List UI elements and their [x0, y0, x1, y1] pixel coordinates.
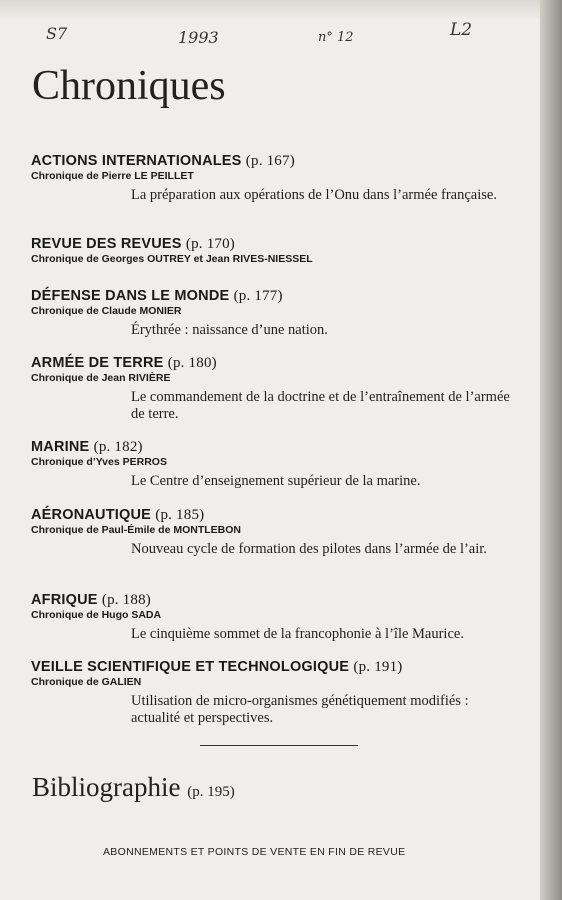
chronicle-author: Chronique de Paul-Émile de MONTLEBON — [31, 524, 242, 536]
chronicle-entry — [31, 235, 531, 266]
chronicle-author: Chronique de Hugo SADA — [31, 609, 162, 621]
chronicle-heading: MARINE (p. 182) — [31, 439, 143, 455]
chronicle-entry — [31, 287, 531, 339]
chronicle-page: (p. 188) — [101, 592, 151, 608]
page-title: Chroniques — [32, 63, 226, 109]
section-divider — [200, 745, 358, 746]
handwritten-code: L2 — [450, 20, 473, 40]
chronicle-description: Le cinquième sommet de la francophonie à l’île Maurice. — [131, 626, 464, 642]
chronicle-description: Le commandement de la doctrine et de l’entraînement de l’armée de terre. — [131, 389, 510, 422]
chronicle-description: Le Centre d’enseignement supérieur de la marine. — [131, 473, 421, 489]
chronicle-page: (p. 182) — [93, 439, 143, 455]
chronicle-author: Chronique de Pierre LE PEILLET — [31, 170, 194, 182]
chronicle-page: (p. 167) — [245, 153, 295, 169]
chronicle-author: Chronique d’Yves PERROS — [31, 456, 167, 468]
chronicle-description: La préparation aux opérations de l’Onu dans l’armée française. — [131, 187, 497, 203]
chronicle-entry — [31, 506, 531, 558]
subscription-footer: ABONNEMENTS ET POINTS DE VENTE EN FIN DE REVUE — [103, 846, 406, 858]
chronicle-page: (p. 170) — [185, 236, 235, 252]
chronicle-page: (p. 177) — [233, 288, 283, 304]
bibliography-page: (p. 195) — [187, 784, 235, 800]
chronicle-page: (p. 191) — [353, 659, 403, 675]
chronicle-author: Chronique de GALIEN — [31, 676, 142, 688]
scan-right-edge — [540, 0, 562, 900]
chronicle-entry — [31, 438, 531, 490]
chronicle-heading: AFRIQUE (p. 188) — [31, 592, 151, 608]
chronicle-description: Nouveau cycle de formation des pilotes dans l’armée de l’air. — [131, 541, 487, 557]
chronicle-heading: VEILLE SCIENTIFIQUE ET TECHNOLOGIQUE (p. 191) — [31, 659, 403, 675]
chronicle-author: Chronique de Georges OUTREY et Jean RIVES-NIESSEL — [31, 253, 313, 265]
scan-top-edge — [0, 0, 562, 20]
handwritten-number: n° 12 — [318, 30, 354, 45]
chronicle-author: Chronique de Claude MONIER — [31, 305, 182, 317]
chronicle-entry — [31, 658, 531, 727]
chronicle-heading: ACTIONS INTERNATIONALES (p. 167) — [31, 153, 295, 169]
chronicle-author: Chronique de Jean RIVIÈRE — [31, 372, 171, 384]
chronicle-heading: ARMÉE DE TERRE (p. 180) — [31, 355, 217, 371]
bibliography-heading: Bibliographie (p. 195) — [32, 772, 235, 802]
chronicle-heading: REVUE DES REVUES (p. 170) — [31, 236, 235, 252]
handwritten-mark: S7 — [46, 24, 68, 43]
chronicle-heading: DÉFENSE DANS LE MONDE (p. 177) — [31, 288, 283, 304]
handwritten-year: 1993 — [178, 28, 219, 47]
chronicle-page: (p. 180) — [167, 355, 217, 371]
chronicle-entry — [31, 591, 531, 643]
chronicle-description: Utilisation de micro-organismes génétiquement modifiés : actualité et perspectives. — [131, 693, 469, 726]
chronicle-page: (p. 185) — [155, 507, 205, 523]
chronicle-entry — [31, 354, 531, 423]
chronicle-description: Érythrée : naissance d’une nation. — [131, 322, 328, 338]
chronicle-heading: AÉRONAUTIQUE (p. 185) — [31, 507, 205, 523]
chronicle-entry — [31, 152, 531, 204]
